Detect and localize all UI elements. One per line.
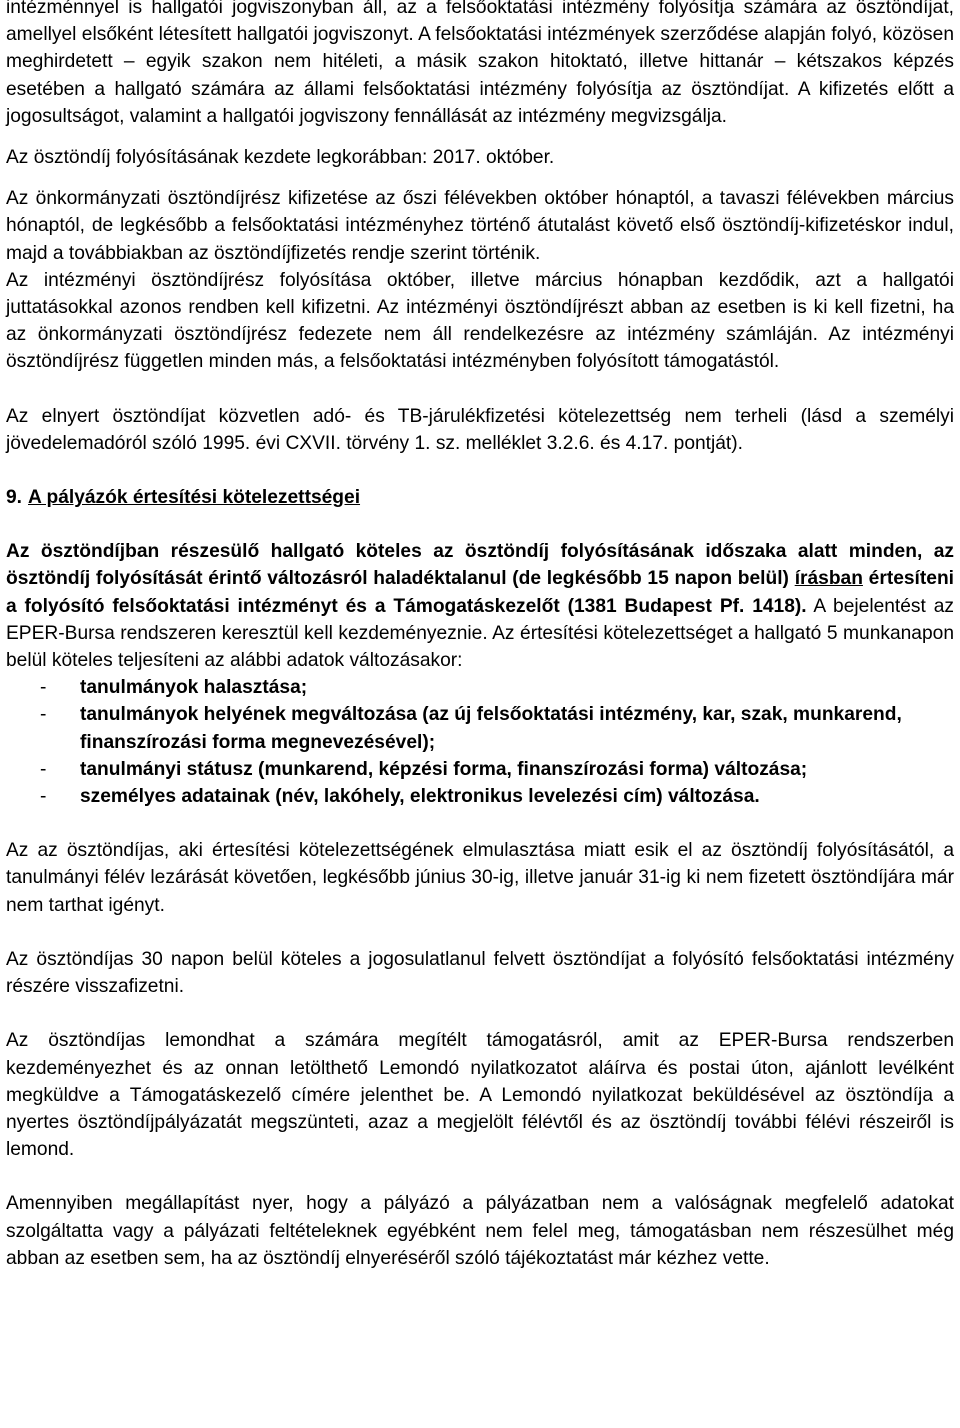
list-item: - tanulmányok helyének megváltozása (az új felsőoktatási intézmény, kar, szak, munkarend, finanszírozási forma megnevezésével); (6, 701, 954, 755)
list-item: - tanulmányok halasztása; (6, 674, 954, 701)
paragraph-false-data: Amennyiben megállapítást nyer, hogy a pályázó a pályázatban nem a valóságnak megfelelő adatokat szolgáltatta vagy a pályázati feltételeknek egyébként nem felel meg, támogatásban nem részesülhet még abban az esetben sem, ha az ösztöndíj elnyeréséről szóló tájékoztatást már kézhez vette. (6, 1193, 954, 1269)
list-dash: - (40, 758, 47, 780)
paragraph-municipal-part: Az önkormányzati ösztöndíjrész kifizetése az őszi félévekben október hónaptól, a tavaszi félévekben március hónaptól, de legkésőbb a felsőoktatási intézményhez történő átutalást követő első ösztöndíj-kifizetéskor indul, majd a továbbiakban az ösztöndíjfizetés rendje szerint történik. (6, 188, 954, 264)
notification-duty-bold-2: értesíteni a folyósító felsőoktatási intézményt és a Támogatáskezelőt (1381 Budapest Pf. 1418). (6, 568, 954, 617)
paragraph-notification-duty (6, 538, 954, 674)
paragraph-forfeit: Az az ösztöndíjas, aki értesítési kötelezettségének elmulasztása miatt esik el az ösztöndíj folyósításától, a tanulmányi félév lezárását követően, legkésőbb június 30-ig, illetve január 31-ig ki nem fizetett ösztöndíjára már nem tarthat igényt. (6, 840, 954, 916)
paragraph-tax-exemption: Az elnyert ösztöndíjat közvetlen adó- és TB-járulékfizetési kötelezettség nem terheli (lásd a személyi jövedelemadóról szóló 1995. évi CXVII. törvény 1. sz. melléklet 3.2.6. és 4.17. pontját). (6, 405, 954, 454)
list-dash: - (40, 704, 47, 726)
document-page (6, 0, 954, 1272)
paragraph-payment-start: Az ösztöndíj folyósításának kezdete legkorábban: 2017. október. (6, 147, 555, 169)
section-number: 9. (6, 487, 23, 509)
list-item: - személyes adatainak (név, lakóhely, elektronikus levelezési cím) változása. (6, 783, 954, 810)
section-title: A pályázók értesítési kötelezettségei (28, 487, 361, 509)
paragraph-withdrawal: Az ösztöndíjas lemondhat a számára megítélt támogatásról, amit az EPER-Bursa rendszerben kezdeményezhet és az onnan letölthető Lemondó nyilatkozatot aláírva és postai úton, ajánlott levélként megküldve a Támogatáskezelő címére jelenthet be. A Lemondó nyilatkozat beküldésével az ösztöndíja a nyertes ösztöndíjpályázatát megszünteti, azaz a megjelölt félévtől és az ösztöndíj további félévi részeiről is lemond. (6, 1030, 954, 1161)
change-list (6, 674, 954, 810)
paragraph-institution-payment: intézménnyel is hallgatói jogviszonyban áll, az a felsőoktatási intézmény folyósítja számára az ösztöndíjat, amellyel elsőként létesített hallgatói jogviszonyt. A felsőoktatási intézmények szerződése alapján folyó, közösen meghirdetett – egyik szakon nem hitéleti, a másik szakon hitoktató, illetve hittanár – kétszakos képzés esetében a hallgató számára az állami felsőoktatási intézmény folyósítja az ösztöndíjat. A kifizetés előtt a jogosultságot, valamint a hallgatói jogviszony fennállását az intézmény megvizsgálja. (6, 0, 954, 127)
notification-duty-bold-1: Az ösztöndíjban részesülő hallgató köteles az ösztöndíj folyósításának időszaka alatt minden, az ösztöndíj folyósítását érintő változásról haladéktalanul (de legkésőbb 15 napon belül) (6, 541, 954, 590)
list-dash: - (40, 786, 47, 808)
paragraph-repayment: Az ösztöndíjas 30 napon belül köteles a jogosulatlanul felvett ösztöndíjat a folyósító felsőoktatási intézmény részére visszafizetni. (6, 948, 954, 998)
notification-duty-underline: írásban (794, 568, 863, 590)
notification-duty-normal: A bejelentést az EPER-Bursa rendszeren keresztül kell kezdeményeznie. Az értesítési kötelezettséget a hallgató 5 munkanapon belül köteles teljesíteni az alábbi adatok változásakor: (6, 595, 954, 672)
list-dash: - (40, 677, 47, 699)
section-heading (6, 484, 954, 511)
list-item: - tanulmányi státusz (munkarend, képzési forma, finanszírozási forma) változása; (6, 756, 954, 783)
paragraph-institutional-part: Az intézményi ösztöndíjrész folyósítása október, illetve március hónapban kezdődik, azt a hallgatói juttatásokkal azonos rendben kell kifizetni. Az intézményi ösztöndíjrészt abban az esetben is ki kell fizetni, ha az önkormányzati ösztöndíjrész fedezete nem áll rendelkezésre az intézmény számláján. Az intézményi ösztöndíjrész független minden más, a felsőoktatási intézményben folyósított támogatástól. (6, 269, 954, 373)
